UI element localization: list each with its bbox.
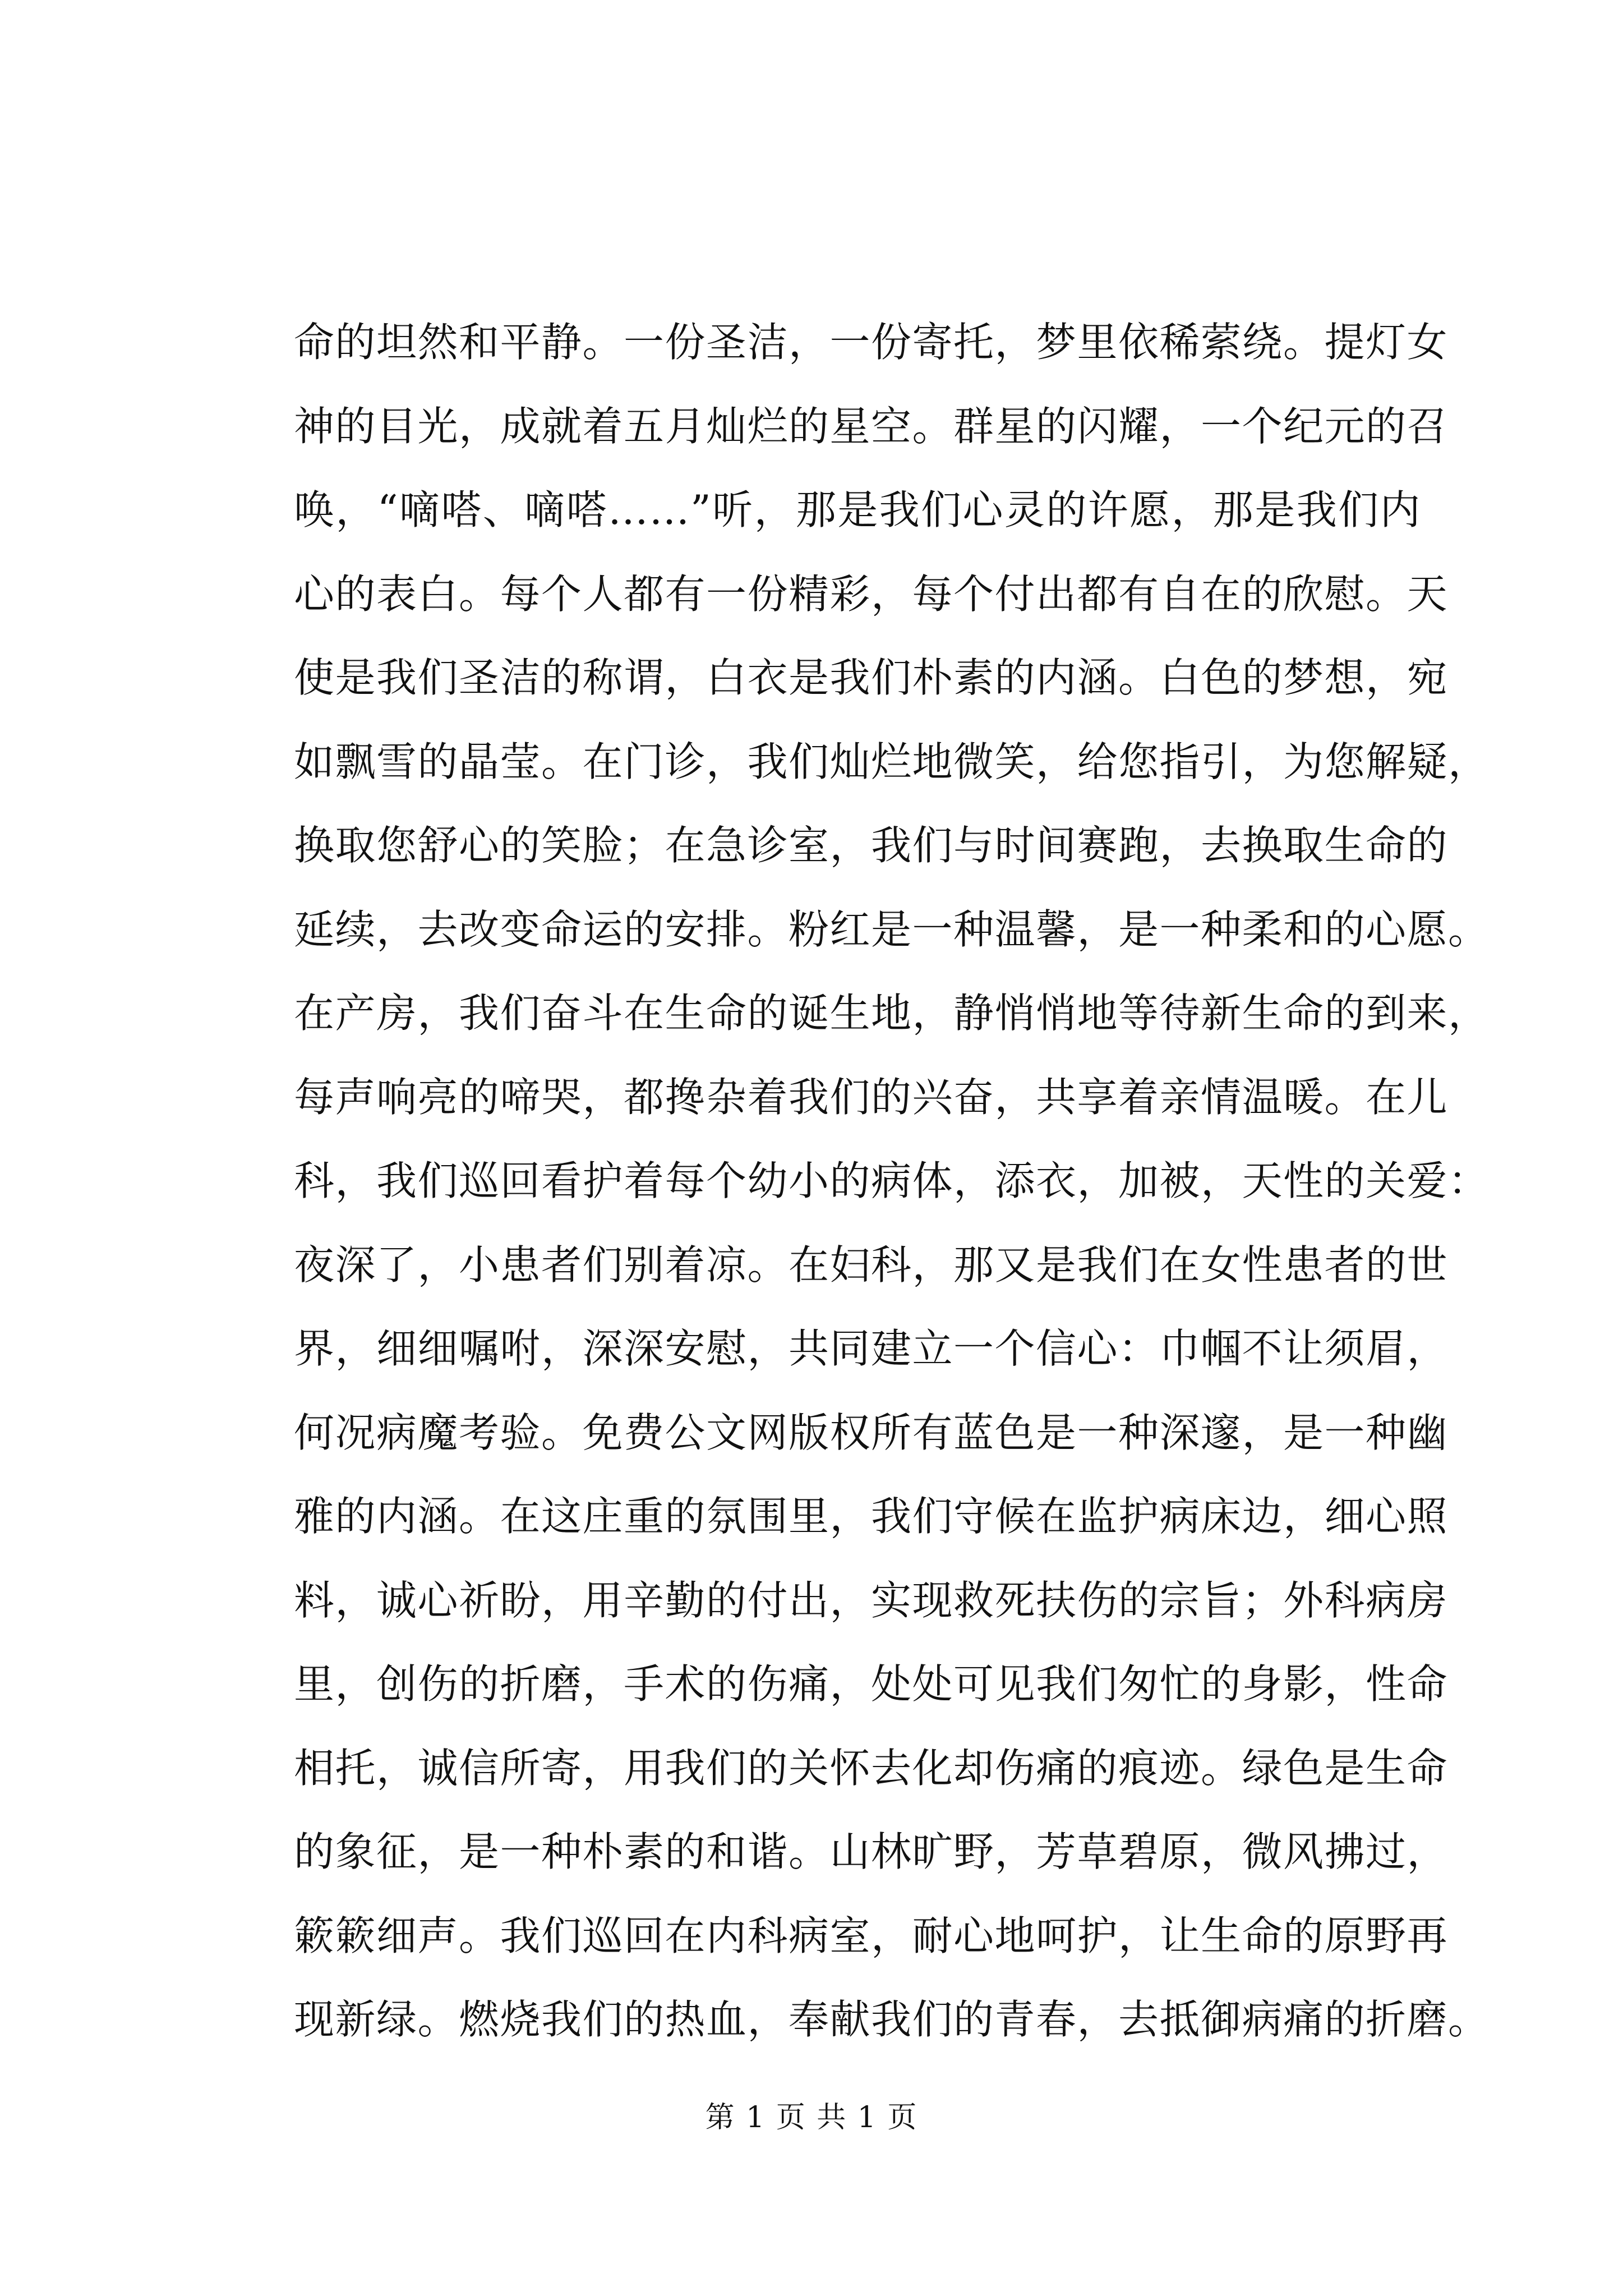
- text-line: 每声响亮的啼哭，都搀杂着我们的兴奋，共享着亲情温暖。在儿: [294, 1073, 1449, 1121]
- text-line: 界，细细嘱咐，深深安慰，共同建立一个信心：巾帼不让须眉，: [294, 1325, 1449, 1372]
- text-line: 使是我们圣洁的称谓，白衣是我们朴素的内涵。白色的梦想，宛: [294, 654, 1449, 701]
- text-line: 里，创伤的折磨，手术的伤痛，处处可见我们匆忙的身影，性命: [294, 1660, 1449, 1708]
- page-footer: 第 1 页 共 1 页: [705, 2101, 918, 2134]
- text-line: 何况病魔考验。免费公文网版权所有蓝色是一种深邃，是一种幽: [294, 1409, 1449, 1456]
- text-line: 簌簌细声。我们巡回在内科病室，耐心地呵护，让生命的原野再: [294, 1912, 1449, 1959]
- text-line: 心的表白。每个人都有一份精彩，每个付出都有自在的欣慰。天: [294, 570, 1449, 618]
- text-line: 延续，去改变命运的安排。粉红是一种温馨，是一种柔和的心愿。: [294, 905, 1490, 953]
- text-line: 在产房，我们奋斗在生命的诞生地，静悄悄地等待新生命的到来，: [294, 990, 1490, 1037]
- text-line: 料，诚心祈盼，用辛勤的付出，实现救死扶伤的宗旨；外科病房: [294, 1576, 1449, 1624]
- text-line: 的象征，是一种朴素的和谐。山林旷野，芳草碧原，微风拂过，: [294, 1828, 1449, 1875]
- text-line: 神的目光，成就着五月灿烂的星空。群星的闪耀，一个纪元的召: [294, 402, 1449, 450]
- text-line: 唤，“嘀嗒、嘀嗒……”听，那是我们心灵的许愿，那是我们内: [294, 486, 1421, 533]
- text-line: 相托，诚信所寄，用我们的关怀去化却伤痛的痕迹。绿色是生命: [294, 1744, 1449, 1792]
- text-line: 换取您舒心的笑脸；在急诊室，我们与时间赛跑，去换取生命的: [294, 822, 1449, 869]
- document-body: [294, 301, 1490, 2062]
- text-line: 夜深了，小患者们别着凉。在妇科，那又是我们在女性患者的世: [294, 1241, 1449, 1289]
- text-line: 命的坦然和平静。一份圣洁，一份寄托，梦里依稀萦绕。提灯女: [294, 319, 1449, 366]
- text-line: 如飘雪的晶莹。在门诊，我们灿烂地微笑，给您指引，为您解疑，: [294, 738, 1490, 785]
- text-line: 科，我们巡回看护着每个幼小的病体，添衣，加被，天性的关爱：: [294, 1157, 1490, 1204]
- text-line: 现新绿。燃烧我们的热血，奉献我们的青春，去抵御病痛的折磨。: [294, 1996, 1490, 2043]
- text-line: 雅的内涵。在这庄重的氛围里，我们守候在监护病床边，细心照: [294, 1493, 1449, 1540]
